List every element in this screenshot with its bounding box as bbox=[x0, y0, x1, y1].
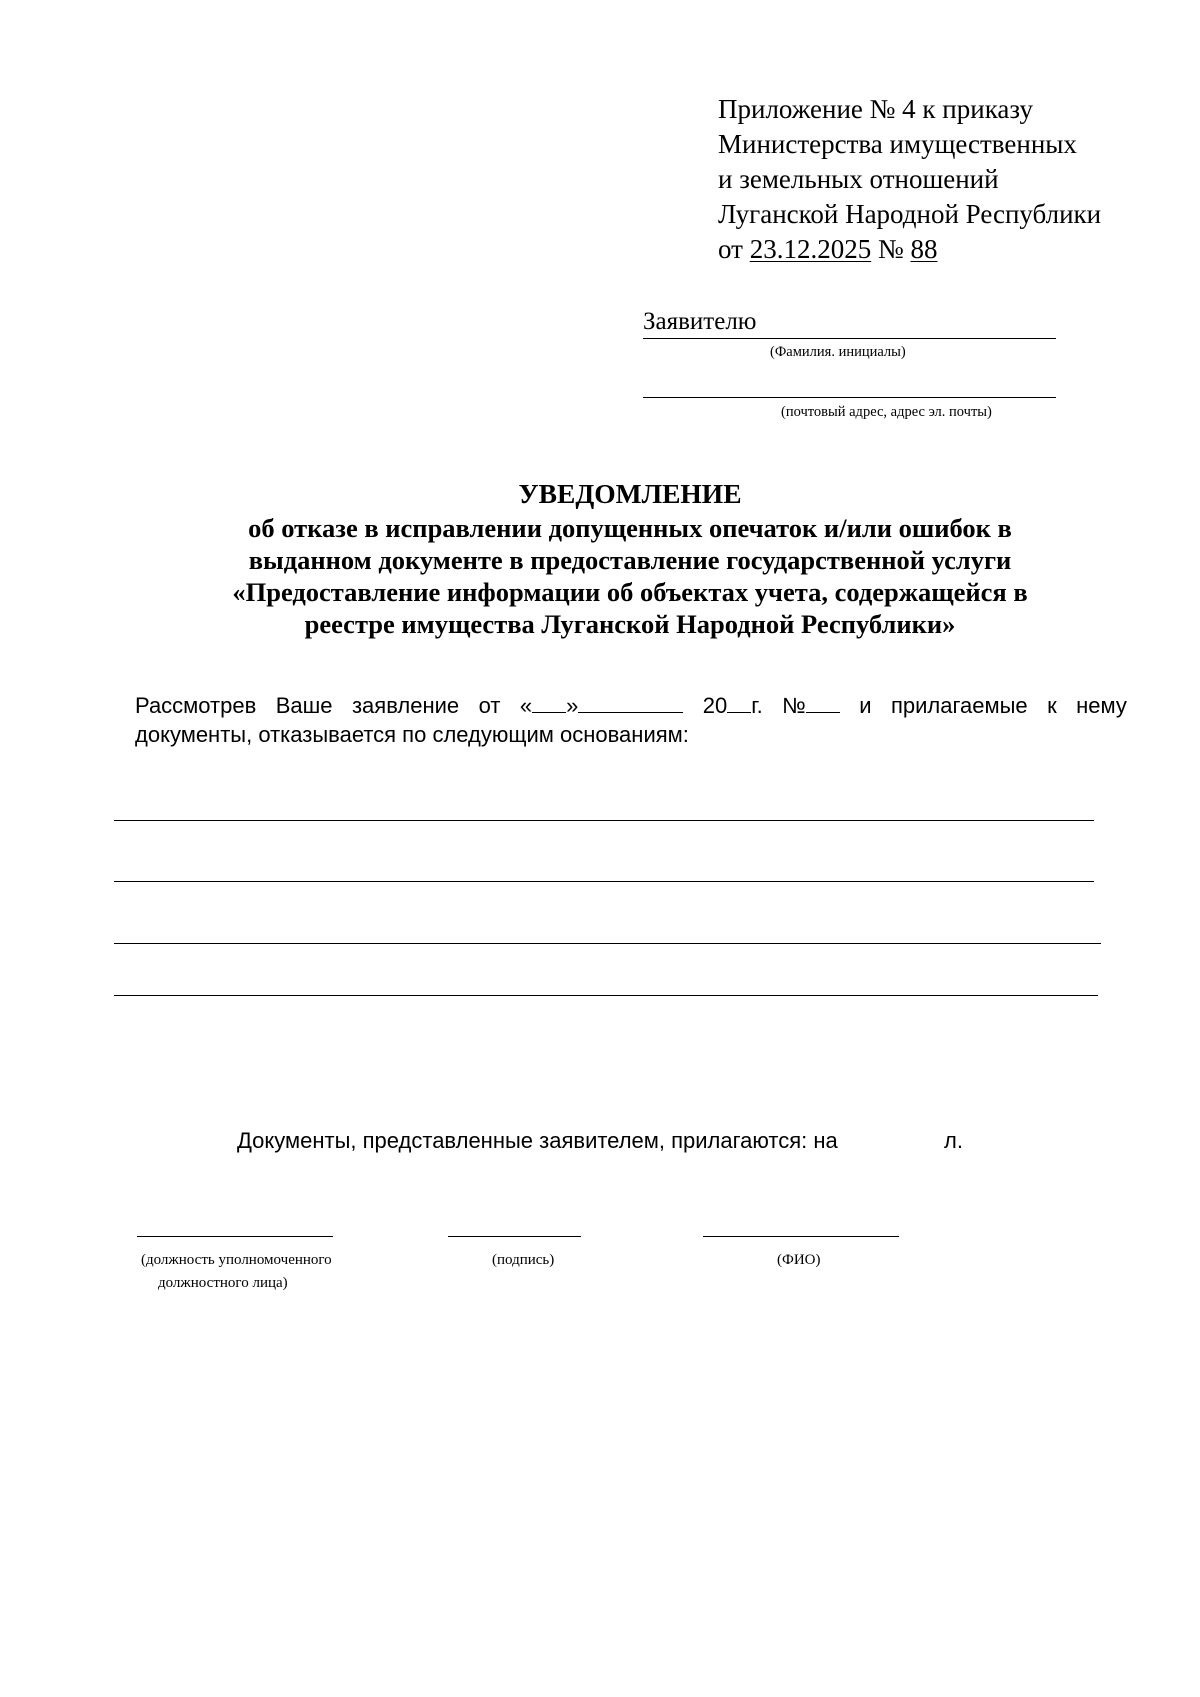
year-field bbox=[703, 692, 763, 719]
reason-line-4[interactable] bbox=[114, 995, 1098, 996]
reason-line-1[interactable] bbox=[114, 820, 1094, 821]
position-caption-line-1: (должность уполномоченного bbox=[141, 1252, 332, 1268]
annex-number-sign: № bbox=[871, 234, 911, 264]
number-sign: № bbox=[782, 693, 806, 718]
annex-line-1: Приложение № 4 к приказу bbox=[718, 94, 1033, 124]
quote-close: » bbox=[566, 693, 579, 718]
quote-open: « bbox=[519, 693, 533, 718]
month-blank[interactable] bbox=[578, 692, 683, 713]
notice-title bbox=[150, 476, 1110, 640]
annex-date: 23.12.2025 bbox=[749, 234, 872, 264]
attached-docs-text: Документы, представленные заявителем, прилагаются: на bbox=[237, 1128, 838, 1153]
title-line-4: реестре имущества Луганской Народной Республики» bbox=[304, 609, 956, 639]
body-word: прилагаемые bbox=[890, 693, 1028, 718]
attached-docs-suffix: л. bbox=[944, 1128, 963, 1153]
annex-line-5 bbox=[718, 232, 1101, 267]
annex-number: 88 bbox=[910, 234, 938, 264]
number-blank[interactable] bbox=[806, 692, 840, 713]
title-heading: УВЕДОМЛЕНИЕ bbox=[518, 478, 742, 509]
annex-date-prefix: от bbox=[718, 234, 750, 264]
title-line-2: выданном документе в предоставление государственной услуги bbox=[248, 545, 1012, 575]
number-field bbox=[782, 692, 840, 719]
year-suffix: г. bbox=[751, 693, 763, 718]
day-blank[interactable] bbox=[532, 692, 566, 713]
year-prefix: 20 bbox=[702, 693, 728, 718]
annex-line-4: Луганской Народной Республики bbox=[718, 199, 1102, 229]
applicant-label: Заявителю bbox=[643, 308, 757, 335]
annex-line-2: Министерства имущественных bbox=[718, 129, 1077, 159]
body-line-2: документы, отказывается по следующим основаниям: bbox=[135, 722, 689, 747]
position-signature-line[interactable] bbox=[137, 1236, 333, 1237]
title-line-1: об отказе в исправлении допущенных опечаток и/или ошибок в bbox=[248, 513, 1012, 543]
body-word: заявление bbox=[351, 693, 460, 718]
name-caption: (ФИО) bbox=[777, 1252, 821, 1268]
body-line-1 bbox=[135, 692, 1127, 719]
date-field bbox=[520, 692, 684, 719]
applicant-address-caption: (почтовый адрес, адрес эл. почты) bbox=[781, 404, 992, 420]
annex-line-3: и земельных отношений bbox=[718, 164, 999, 194]
body-word: Рассмотрев bbox=[135, 693, 257, 718]
body-word: и bbox=[859, 693, 872, 718]
body-word: от bbox=[478, 693, 501, 718]
body-word: к bbox=[1047, 693, 1057, 718]
signature-caption: (подпись) bbox=[492, 1252, 555, 1268]
reason-line-3[interactable] bbox=[114, 943, 1101, 944]
applicant-name-caption: (Фамилия. инициалы) bbox=[770, 344, 906, 360]
annex-block bbox=[718, 92, 1101, 267]
signature-line[interactable] bbox=[448, 1236, 581, 1237]
reason-line-2[interactable] bbox=[114, 881, 1094, 882]
applicant-address-line[interactable] bbox=[643, 397, 1056, 398]
name-signature-line[interactable] bbox=[703, 1236, 899, 1237]
body-word: Ваше bbox=[275, 693, 333, 718]
applicant-name-line[interactable] bbox=[643, 338, 1056, 339]
year-blank[interactable] bbox=[727, 692, 751, 713]
position-caption-line-2: должностного лица) bbox=[158, 1275, 288, 1291]
title-line-3: «Предоставление информации об объектах учета, содержащейся в bbox=[232, 577, 1028, 607]
body-word: нему bbox=[1076, 693, 1127, 718]
